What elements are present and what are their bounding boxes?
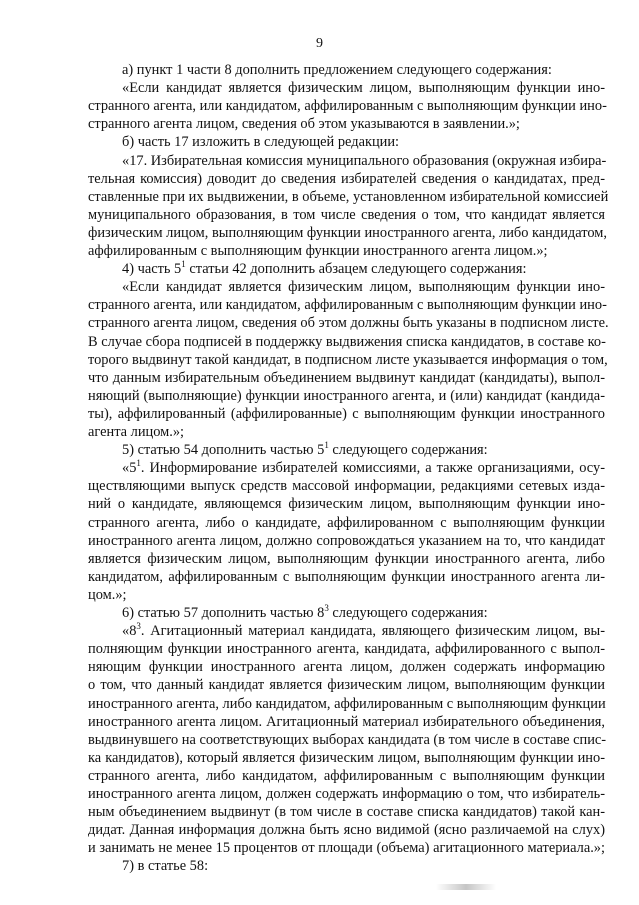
superscript: 3 — [136, 621, 141, 631]
text-run: . Информирование избирателей комиссиями, а также организациями, осу- — [140, 460, 605, 476]
text-line: дидат. Данная информация должна быть ясно видимой (ясно различаемой на слух) — [88, 822, 605, 838]
text-line: физическим лицом, выполняющим функции иностранного агента, либо кандидатом, — [88, 225, 607, 241]
text-line: ка кандидатов), который является физическим лицом, выполняющим функции ино- — [88, 750, 605, 766]
scan-artifact — [436, 884, 496, 890]
text-line: 7) в статье 58: — [122, 858, 209, 874]
text-line — [122, 621, 605, 641]
text-line — [122, 458, 605, 478]
text-line: «Если кандидат является физическим лицом, выполняющим функции ино- — [122, 80, 605, 96]
text-line: иностранного агента лицом, должен содержать информацию о том, что избиратель- — [88, 786, 605, 802]
text-line: ний о кандидате, являющемся физическим лицом, выполняющим функции ино- — [88, 496, 605, 512]
text-line: «Если кандидат является физическим лицом, выполняющим функции ино- — [122, 279, 605, 295]
text-line: «17. Избирательная комиссия муниципального образования (окружная избира- — [122, 153, 607, 169]
superscript: 3 — [324, 603, 329, 613]
text-line: странного агента, либо кандидатом, аффилированным с выполняющим функции — [88, 768, 605, 784]
text-line: и занимать не менее 15 процентов от площади (объема) агитационного материала.»; — [88, 840, 605, 856]
text-run: 4) часть 5 — [122, 261, 182, 277]
text-line: кандидатом, аффилированным с выполняющим функции иностранного агента ли- — [88, 569, 605, 585]
text-line: а) пункт 1 части 8 дополнить предложением следующего содержания: — [122, 62, 552, 78]
text-line: странного агента, либо о кандидате, аффилированном с выполняющим функции — [88, 515, 605, 531]
text-run: статьи 42 дополнить абзацем следующего содержания: — [185, 261, 527, 277]
text-line: странного агента лицом, сведения об этом указываются в заявлении.»; — [88, 116, 520, 132]
text-run: «8 — [122, 623, 137, 639]
text-line: цом.»; — [88, 587, 127, 603]
text-line: что данным избирательным объединением выдвинут кандидат (кандидаты), выпол- — [88, 370, 605, 386]
text-run: 6) статью 57 дополнить частью 8 — [122, 605, 325, 621]
text-line: няющий (выполняющие) функции иностранного агента, и (или) кандидат (кандида- — [88, 388, 605, 404]
text-line: б) часть 17 изложить в следующей редакции: — [122, 134, 400, 150]
superscript: 1 — [136, 458, 141, 468]
text-line: торого выдвинут такой кандидат, в подписном листе указывается информация о том, — [88, 352, 608, 368]
text-line: муниципального образования, в том числе сведения о том, что кандидат является — [88, 207, 605, 223]
text-run: . Агитационный материал кандидата, являющего физическим лицом, вы- — [140, 623, 605, 639]
text-line: иностранного агента, либо кандидатом, аффилированным с выполняющим функции — [88, 696, 606, 712]
text-run: следующего содержания: — [328, 442, 488, 458]
text-line: странного агента, или кандидатом, аффилированным с выполняющим функции ино- — [88, 98, 607, 114]
text-run: «5 — [122, 460, 137, 476]
page-number: 9 — [316, 36, 323, 51]
text-line: иностранного агента лицом. Агитационный материал избирательного объединения, — [88, 714, 605, 730]
text-line: агента лицом.»; — [88, 424, 185, 440]
superscript: 1 — [324, 440, 329, 450]
text-line: выдвинувшего на соответствующих выборах кандидата (в том числе в составе спис- — [88, 732, 607, 748]
text-line: странного агента лицом, сведения об этом должны быть указаны в подписном листе. — [88, 315, 609, 331]
text-line: ставленные при их выдвижении, в объеме, установленном избирательной комиссией — [88, 189, 609, 205]
text-line: является физическим лицом, выполняющим функции иностранного агента, либо — [88, 551, 605, 567]
text-line: иностранного агента лицом, должно сопровождаться указанием на то, что кандидат — [88, 533, 605, 549]
text-run: следующего содержания: — [328, 605, 488, 621]
text-line — [122, 259, 605, 279]
text-line: полняющим функции иностранного агента, кандидата, аффилированного с выпол- — [88, 641, 605, 657]
text-line: тельная комиссия) доводит до сведения избирателей сведения о кандидатах, пред- — [88, 171, 605, 187]
text-line — [122, 440, 605, 460]
text-line: В случае сбора подписей в поддержку выдвижения списка кандидатов, в составе ко- — [88, 334, 606, 350]
text-line: странного агента, или кандидатом, аффилированным с выполняющим функции ино- — [88, 297, 607, 313]
text-run: 5) статью 54 дополнить частью 5 — [122, 442, 325, 458]
text-line: аффилированным с выполняющим функции иностранного агента лицом.»; — [88, 243, 548, 259]
text-line: ты), аффилированный (аффилированные) с выполняющим функции иностранного — [88, 406, 605, 422]
text-line — [122, 603, 605, 623]
text-line: о том, что данный кандидат является физическим лицом, выполняющим функции — [88, 677, 605, 693]
text-line: ществляющими выпуск средств массовой информации, редакциями сетевых изда- — [88, 478, 605, 494]
text-line: ным объединением выдвинут (в том числе в составе списка кандидатов) такой кан- — [88, 804, 605, 820]
text-line: няющим функции иностранного агента лицом, должен содержать информацию — [88, 659, 605, 675]
superscript: 1 — [181, 259, 186, 269]
